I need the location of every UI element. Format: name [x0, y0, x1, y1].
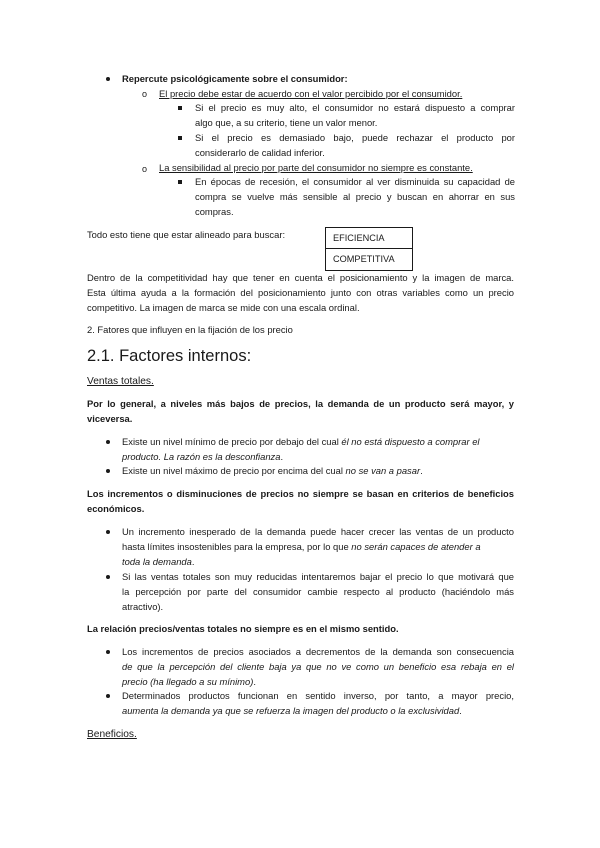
psych-sub2: La sensibilidad al precio por parte del consumidor no siempre es constante. [159, 162, 473, 173]
bullet-circle: o [142, 89, 148, 99]
bullet-circle: o [142, 164, 148, 174]
text-italic: no serán capaces de atender a [351, 541, 481, 552]
bullet [106, 694, 110, 698]
text: . [459, 705, 462, 716]
relacion-bullet1-line3 [122, 675, 256, 690]
incrementos-bullet2-line1: Si las ventas totales son muy reducidas intentaremos bajar el precio lo que motivará que [122, 571, 514, 582]
incrementos-bullet2-line3: atractivo). [122, 601, 164, 612]
incrementos-bullet2-line2: la percepción por parte del consumidor cambie respecto al producto (haciéndolo más [122, 586, 514, 597]
psych-sub1-item2-line1: Si el precio es demasiado bajo, puede rechazar el producto por [195, 132, 515, 143]
incrementos-para-line2: económicos. [87, 503, 145, 514]
incrementos-bullet1-line3 [122, 555, 194, 570]
text-italic: no se van a pasar [345, 465, 421, 476]
heading-2-1: 2.1. Factores internos: [87, 347, 252, 365]
text: Existe un nivel mínimo de precio por debajo del cual [122, 436, 342, 447]
psych-sub1-item2-line2: considerarlo de calidad inferior. [195, 147, 325, 158]
text: . [280, 451, 284, 462]
ventas-para-line2: viceversa. [87, 413, 133, 424]
ventas-bullet2 [122, 464, 423, 479]
competitividad-line1: Dentro de la competitividad hay que tener en cuenta el posicionamiento y la imagen de marca. [87, 272, 514, 283]
section-2-title: 2. Fatores que influyen en la fijación de los precio [87, 324, 293, 335]
ventas-bullet1-line1 [122, 435, 514, 450]
ventas-para-line1: Por lo general, a niveles más bajos de precios, la demanda de un producto será mayor, y [87, 398, 514, 409]
beneficios-title: Beneficios. [87, 729, 137, 740]
text-italic: él no está dispuesto a comprar el [341, 436, 480, 447]
bullet [106, 77, 110, 81]
relacion-para: La relación precios/ventas totales no siempre es en el mismo sentido. [87, 623, 399, 634]
bullet [106, 575, 110, 579]
ventas-title: Ventas totales. [87, 376, 154, 387]
text: hasta límites insostenibles para la empresa, por lo que [122, 541, 352, 552]
text-italic: producto. La razón es la desconfianza [122, 451, 281, 462]
box-eficiencia: EFICIENCIA [325, 227, 413, 249]
relacion-bullet2-line1: Determinados productos funcionan en sentido inverso, por tanto, a mayor precio, [122, 690, 514, 701]
bullet-square [178, 136, 182, 140]
bullet [106, 650, 110, 654]
bullet [106, 530, 110, 534]
relacion-bullet2-line2 [122, 704, 462, 719]
competitividad-line3: competitivo. La imagen de marca se mide con una escala ordinal. [87, 302, 360, 313]
bullet-square [178, 106, 182, 110]
incrementos-para-line1: Los incrementos o disminuciones de precios no siempre se basan en criterios de beneficios [87, 488, 514, 499]
psych-sub1-item1-line1: Si el precio es muy alto, el consumidor no estará dispuesto a comprar [195, 102, 515, 113]
incrementos-bullet1-line2 [122, 540, 481, 555]
psych-sub1-item1-line2: algo que, a su criterio, tiene un valor menor. [195, 117, 378, 128]
psych-sub2-item1-line1: En épocas de recesión, el consumidor al ver disminuida su capacidad de [195, 176, 515, 187]
text-italic: precio (ha llegado a su mínimo) [122, 676, 254, 687]
psych-title: Repercute psicológicamente sobre el consumidor: [122, 73, 348, 84]
psych-sub2-item1-line2: compra se vuelve más sensible al precio y buscan en ahorrar en sus [195, 191, 515, 202]
relacion-bullet1-line2: de que la percepción del cliente baja ya que no ve como un beneficio esa rebaja en el [122, 661, 514, 672]
align-text: Todo esto tiene que estar alineado para buscar: [87, 229, 286, 240]
bullet-square [178, 180, 182, 184]
text: . [191, 556, 195, 567]
text-italic: toda la demanda [122, 556, 192, 567]
text: . [253, 676, 256, 687]
text-italic: aumenta la demanda ya que se refuerza la imagen del producto o la exclusividad [122, 705, 460, 716]
competitividad-line2: Esta última ayuda a la formación del posicionamiento junto con otras variables como un precio [87, 287, 514, 298]
psych-sub2-item1-line3: compras. [195, 206, 234, 217]
text: . [420, 465, 423, 476]
bullet [106, 440, 110, 444]
incrementos-bullet1-line1: Un incremento inesperado de la demanda puede hacer crecer las ventas de un producto [122, 526, 514, 537]
psych-sub1: El precio debe estar de acuerdo con el valor percibido por el consumidor. [159, 88, 463, 99]
bullet [106, 469, 110, 473]
text: Existe un nivel máximo de precio por encima del cual [122, 465, 346, 476]
ventas-bullet1-line2 [122, 450, 283, 465]
relacion-bullet1-line1: Los incrementos de precios asociados a decrementos de la demanda son consecuencia [122, 646, 514, 657]
box-competitiva: COMPETITIVA [325, 249, 413, 271]
